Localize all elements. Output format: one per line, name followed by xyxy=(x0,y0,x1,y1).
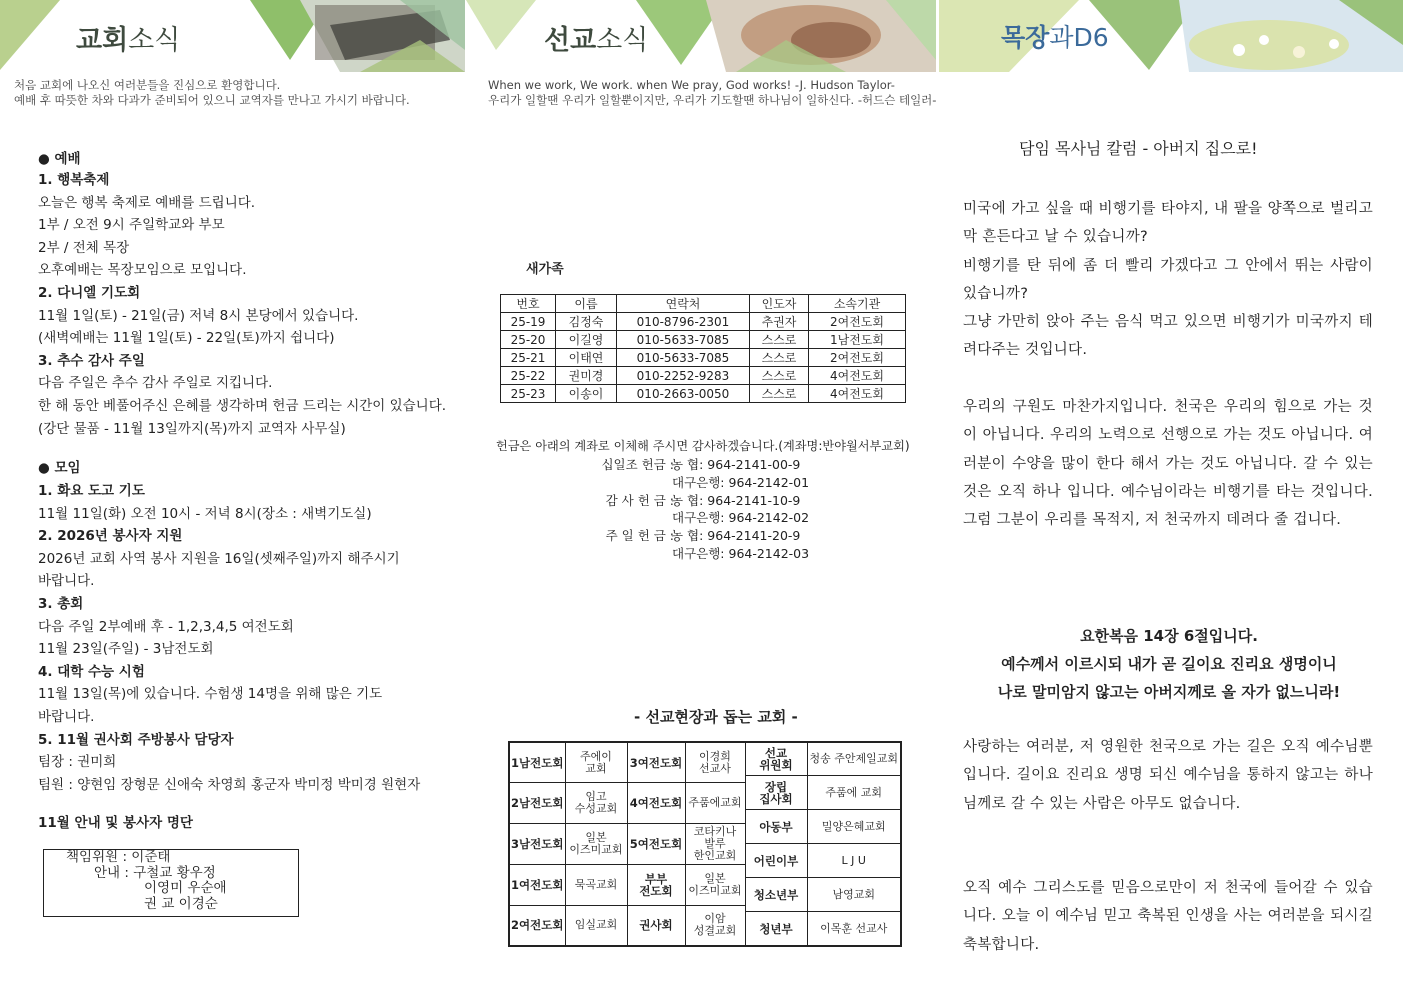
quote-korean: 우리가 일할땐 우리가 일할뿐이지만, 우리가 기도할땐 하나님이 일하신다. -허드슨 테일러- xyxy=(488,93,937,107)
volunteer-line: 안내 : 구철교 황우정 xyxy=(94,864,216,881)
offering-label: 주 일 헌 금 : xyxy=(605,528,674,544)
item-text: 팀장 : 권미희 xyxy=(38,754,117,771)
item-text: 2부 / 전체 목장 xyxy=(38,239,130,256)
offering-account: 대구은행: 964-2142-01 xyxy=(672,474,810,490)
mission-group: 1남전도회 xyxy=(509,742,565,783)
mission-church: 묵곡교회 xyxy=(565,864,627,905)
mission-group: 5여전도회 xyxy=(627,824,685,865)
table-cell: 스스로 xyxy=(750,349,809,367)
table-header: 소속기관 xyxy=(809,295,906,313)
item-text: 바랍니다. xyxy=(38,573,95,590)
table-header: 연락처 xyxy=(617,295,750,313)
mission-group: 아동부 xyxy=(745,810,807,844)
column-paragraph: 사랑하는 여러분, 저 영원한 천국으로 가는 길은 오직 예수님뿐입니다. 길이요 진리요 생명 되신 예수님을 통하지 않고는 하나님께로 갈 수 있는 사람은 아무도 없습니다. xyxy=(963,739,1373,812)
mission-group: 선교 위원회 xyxy=(745,742,807,776)
item-text: 오늘은 행복 축제로 예배를 드립니다. xyxy=(38,194,256,211)
column-paragraph: 그냥 가만히 앉아 주는 음식 먹고 있으면 비행기가 미국까지 테려다주는 것입니다. xyxy=(963,314,1373,359)
item-heading: 4. 대학 수능 시험 xyxy=(38,663,145,680)
offering-account: 농 협: 964-2141-00-9 xyxy=(671,457,801,472)
mission-church: 주품에교회 xyxy=(685,783,745,824)
volunteer-line: 이영미 우순애 xyxy=(144,880,227,896)
item-text: 한 해 동안 베풀어주신 은혜를 생각하며 헌금 드리는 시간이 있습니다. xyxy=(38,398,447,414)
table-cell: 이길영 xyxy=(556,331,617,349)
mission-church: 주품에 교회 xyxy=(807,776,901,810)
table-cell: 스스로 xyxy=(750,385,809,403)
table-cell: 1남전도회 xyxy=(809,331,906,349)
offering-account: 대구은행: 964-2142-03 xyxy=(672,546,810,561)
item-heading: 1. 행복축제 xyxy=(38,172,110,188)
mission-group: 장립 집사회 xyxy=(745,776,807,810)
item-heading: 5. 11월 권사회 주방봉사 담당자 xyxy=(38,731,234,748)
table-cell: 권미경 xyxy=(556,367,617,385)
new-family-title: 새가족 xyxy=(526,262,564,277)
table-cell: 25-21 xyxy=(501,349,556,367)
church-news-column xyxy=(0,0,465,992)
mission-group: 1여전도회 xyxy=(509,864,565,905)
table-cell: 25-22 xyxy=(501,367,556,385)
item-text: 다음 주일은 추수 감사 주일로 지킵니다. xyxy=(38,375,273,392)
offering-label: 감 사 헌 금 : xyxy=(605,492,674,508)
table-cell: 스스로 xyxy=(750,331,809,349)
cell-d6-title: 목장과D6 xyxy=(1001,23,1109,52)
mission-group: 어린이부 xyxy=(745,844,807,878)
church-news-banner xyxy=(0,0,465,72)
mission-church: 남영교회 xyxy=(807,878,901,912)
item-heading: 3. 추수 감사 주일 xyxy=(38,352,145,369)
table-cell: 010-2252-9283 xyxy=(617,367,750,385)
column-title: 담임 목사님 칼럼 - 아버지 집으로! xyxy=(1019,139,1258,158)
welcome-line-1: 처음 교회에 나오신 여러분들을 진심으로 환영합니다. xyxy=(14,78,281,92)
table-cell: 25-20 xyxy=(501,331,556,349)
table-header: 인도자 xyxy=(750,295,809,313)
offering-account: 농 협: 964-2141-10-9 xyxy=(671,492,801,508)
item-text: 11월 11일(화) 오전 10시 - 저녁 8시(장소 : 새벽기도실) xyxy=(38,505,372,522)
table-cell: 4여전도회 xyxy=(809,385,906,403)
table-cell: 2여전도회 xyxy=(809,313,906,331)
item-text: 팀원 : 양현임 장형문 신애숙 차영희 홍군자 박미정 박미경 원현자 xyxy=(38,776,421,793)
volunteer-line: 책임위원 : 이준태 xyxy=(66,849,171,865)
table-cell: 25-19 xyxy=(501,313,556,331)
column-paragraph: 비행기를 탄 뒤에 좀 더 빨리 가겠다고 그 안에서 뛰는 사람이 있습니까? xyxy=(963,258,1373,303)
mission-news-title: 선교소식 xyxy=(544,25,649,56)
mission-church: 이경희 선교사 xyxy=(685,742,745,783)
table-cell: 이태연 xyxy=(556,349,617,367)
cell-d6-banner xyxy=(939,0,1403,72)
mission-group: 3남전도회 xyxy=(509,824,565,865)
table-row xyxy=(501,331,906,349)
mission-church: 코타키나 발루 한인교회 xyxy=(685,824,745,865)
table-cell: 스스로 xyxy=(750,367,809,385)
table-cell: 2여전도회 xyxy=(809,349,906,367)
item-text: 11월 1일(토) - 21일(금) 저녁 8시 본당에서 있습니다. xyxy=(38,307,359,324)
item-text: 오후예배는 목장모임으로 모입니다. xyxy=(38,262,247,279)
mission-church: 일본 이즈미교회 xyxy=(685,864,745,905)
column-paragraph: 미국에 가고 싶을 때 비행기를 타야지, 내 팔을 양쪽으로 벌리고 막 흔든다고 날 수 있습니까? xyxy=(963,201,1373,246)
volunteer-title: 11월 안내 및 봉사자 명단 xyxy=(38,815,193,831)
table-cell: 25-23 xyxy=(501,385,556,403)
table-row xyxy=(501,313,906,331)
volunteer-box xyxy=(43,849,299,917)
item-text: 바랍니다. xyxy=(38,709,95,725)
table-header: 이름 xyxy=(556,295,617,313)
table-cell: 010-5633-7085 xyxy=(617,349,750,367)
mission-group: 2여전도회 xyxy=(509,905,565,946)
mission-church: 이암 성결교회 xyxy=(685,905,745,946)
section-worship-heading: ● 예배 xyxy=(38,151,81,167)
mission-group: 권사회 xyxy=(627,905,685,946)
mission-group: 3여전도회 xyxy=(627,742,685,783)
verse-line-2: 나로 말미암지 않고는 아버지께로 올 자가 없느니라! xyxy=(997,683,1341,701)
mission-church: 일본 이즈미교회 xyxy=(565,824,627,865)
table-header: 번호 xyxy=(501,295,556,313)
table-cell: 010-2663-0050 xyxy=(617,385,750,403)
item-heading: 2. 다니엘 기도회 xyxy=(38,285,141,301)
table-cell: 010-8796-2301 xyxy=(617,313,750,331)
mission-church: 주에이 교회 xyxy=(565,742,627,783)
offering-intro: 헌금은 아래의 계좌로 이체해 주시면 감사하겠습니다.(계좌명:반야월서부교회) xyxy=(496,439,910,453)
item-text: 1부 / 오전 9시 주일학교와 부모 xyxy=(38,217,225,234)
offering-account: 대구은행: 964-2142-02 xyxy=(672,510,810,526)
item-text: 2026년 교회 사역 봉사 지원을 16일(셋째주일)까지 해주시기 xyxy=(38,550,400,567)
section-meeting-heading: ● 모임 xyxy=(38,460,81,476)
mission-group: 2남전도회 xyxy=(509,783,565,824)
mission-church: 청송 주안제일교회 xyxy=(807,742,901,776)
verse-reference: 요한복음 14장 6절입니다. xyxy=(1080,627,1258,645)
mission-church: 임고 수성교회 xyxy=(565,783,627,824)
cell-d6-column xyxy=(939,0,1403,992)
church-news-title: 교회소식 xyxy=(76,25,181,56)
volunteer-line: 권 교 이경순 xyxy=(144,895,218,912)
mission-church: L J U xyxy=(807,844,901,878)
mission-support-table xyxy=(508,741,902,947)
banner-graphic xyxy=(0,0,465,72)
verse-line-1: 예수께서 이르시되 내가 곧 길이요 진리요 생명이니 xyxy=(1001,655,1337,673)
quote-english: When we work, We work. when We pray, God works! -J. Hudson Taylor- xyxy=(488,78,895,92)
table-cell: 추권자 xyxy=(750,313,809,331)
table-cell: 김정숙 xyxy=(556,313,617,331)
item-heading: 3. 총회 xyxy=(38,596,84,612)
welcome-line-2: 예배 후 따뜻한 차와 다과가 준비되어 있으니 교역자를 만나고 가시기 바랍니다. xyxy=(14,93,410,107)
column-paragraph: 오직 예수 그리스도를 믿음으로만이 저 천국에 들어갈 수 있습니다. 오늘 이 예수님 믿고 축복된 인생을 사는 여러분을 되시길 축복합니다. xyxy=(963,880,1373,953)
item-heading: 1. 화요 도고 기도 xyxy=(38,483,145,499)
mission-news-column xyxy=(466,0,936,992)
mission-church: 임실교회 xyxy=(565,905,627,946)
new-family-table xyxy=(500,294,906,403)
mission-group: 청소년부 xyxy=(745,878,807,912)
item-heading: 2. 2026년 봉사자 지원 xyxy=(38,528,183,545)
table-cell: 4여전도회 xyxy=(809,367,906,385)
offering-account: 농 협: 964-2141-20-9 xyxy=(671,528,801,544)
item-text: 11월 13일(목)에 있습니다. 수험생 14명을 위해 많은 기도 xyxy=(38,686,383,703)
mission-church: 밀양은혜교회 xyxy=(807,810,901,844)
item-text: (새벽예배는 11월 1일(토) - 22일(토)까지 쉽니다) xyxy=(38,330,335,347)
table-cell: 이송이 xyxy=(556,385,617,403)
mission-support-title: - 선교현장과 돕는 교회 - xyxy=(634,708,798,726)
offering-label: 십일조 헌금 : xyxy=(601,457,674,472)
mission-group: 청년부 xyxy=(745,912,807,946)
column-paragraph: 우리의 구원도 마찬가지입니다. 천국은 우리의 힘으로 가는 것이 아닙니다. 우리의 노력으로 선행으로 가는 것도 아닙니다. 여러분이 수양을 많이 한다 해서 가는 것도 아닙니다. 갈 수 있는 것은 오직 하나 입니다. 예수님이라는 비행기를 타는 것입니다. 그럼 그분이 우리를 목적지, 저 천국까지 데려다 줄 겁니다. xyxy=(963,399,1373,529)
item-text: (강단 물품 - 11월 13일까지(목)까지 교역자 사무실) xyxy=(38,420,346,437)
item-text: 11월 23일(주일) - 3남전도회 xyxy=(38,641,214,658)
mission-group: 4여전도회 xyxy=(627,783,685,824)
mission-church: 이목훈 선교사 xyxy=(807,912,901,946)
item-text: 다음 주일 2부예배 후 - 1,2,3,4,5 여전도회 xyxy=(38,618,294,635)
table-row xyxy=(501,349,906,367)
table-row xyxy=(501,367,906,385)
banner-graphic xyxy=(466,0,936,72)
table-row xyxy=(501,385,906,403)
mission-news-banner xyxy=(466,0,936,72)
mission-group: 부부 전도회 xyxy=(627,864,685,905)
table-cell: 010-5633-7085 xyxy=(617,331,750,349)
